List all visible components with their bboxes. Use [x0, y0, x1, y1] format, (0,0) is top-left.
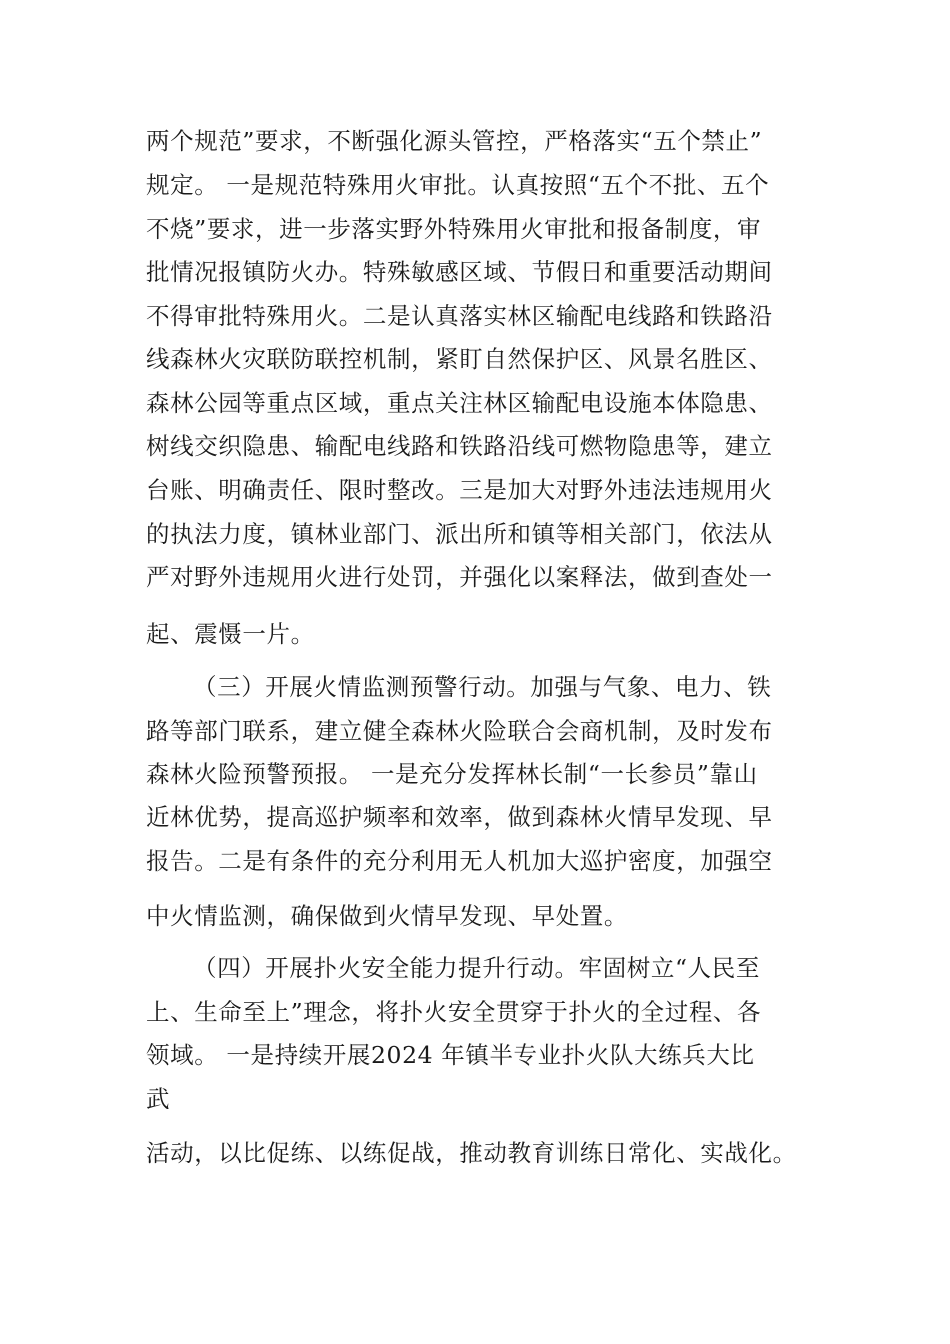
text-line: 森林火险预警预报。 一是充分发挥林长制“一长参员”靠山 [146, 760, 758, 788]
section-heading-3: （三）开展火情监测预警行动。加强与气象、电力、铁 [193, 673, 772, 701]
text-line: 树线交织隐患、输配电线路和铁路沿线可燃物隐患等，建立 [146, 432, 773, 460]
text-line: 报告。二是有条件的充分利用无人机加大巡护密度，加强空 [146, 847, 773, 875]
section-heading-4: （四）开展扑火安全能力提升行动。牢固树立“人民至 [193, 954, 760, 982]
text-line: 两个规范”要求，不断强化源头管控，严格落实“五个禁止” [146, 127, 763, 155]
text-line: 上、生命至上”理念，将扑火安全贯穿于扑火的全过程、各 [146, 998, 762, 1026]
text-line: 台账、明确责任、限时整改。三是加大对野外违法违规用火 [146, 476, 773, 504]
text-line: 不得审批特殊用火。二是认真落实林区输配电线路和铁路沿 [146, 302, 773, 330]
text-line: 的执法力度，镇林业部门、派出所和镇等相关部门，依法从 [146, 520, 773, 548]
text-line: 批情况报镇防火办。特殊敏感区域、节假日和重要活动期间 [146, 258, 773, 286]
text-line: 不烧”要求，进一步落实野外特殊用火审批和报备制度，审 [146, 215, 762, 243]
text-line: 起、震慑一片。 [146, 620, 315, 648]
text-line: 森林公园等重点区域，重点关注林区输配电设施本体隐患、 [146, 389, 773, 417]
text-line: 路等部门联系，建立健全森林火险联合会商机制，及时发布 [146, 717, 773, 745]
text-line: 严对野外违规用火进行处罚，并强化以案释法，做到查处一 [146, 563, 773, 591]
text-line: 规定。 一是规范特殊用火审批。认真按照“五个不批、五个 [146, 171, 770, 199]
text-line: 线森林火灾联防联控机制，紧盯自然保护区、风景名胜区、 [146, 345, 773, 373]
text-line: 领域。 一是持续开展2024 年镇半专业扑火队大练兵大比 [146, 1041, 755, 1069]
text-line: 中火情监测，确保做到火情早发现、早处置。 [146, 902, 628, 930]
text-line: 武 [146, 1085, 171, 1113]
text-line: 近林优势，提高巡护频率和效率，做到森林火情早发现、早 [146, 803, 773, 831]
text-line: 活动，以比促练、以练促战，推动教育训练日常化、实战化。 [146, 1139, 797, 1167]
